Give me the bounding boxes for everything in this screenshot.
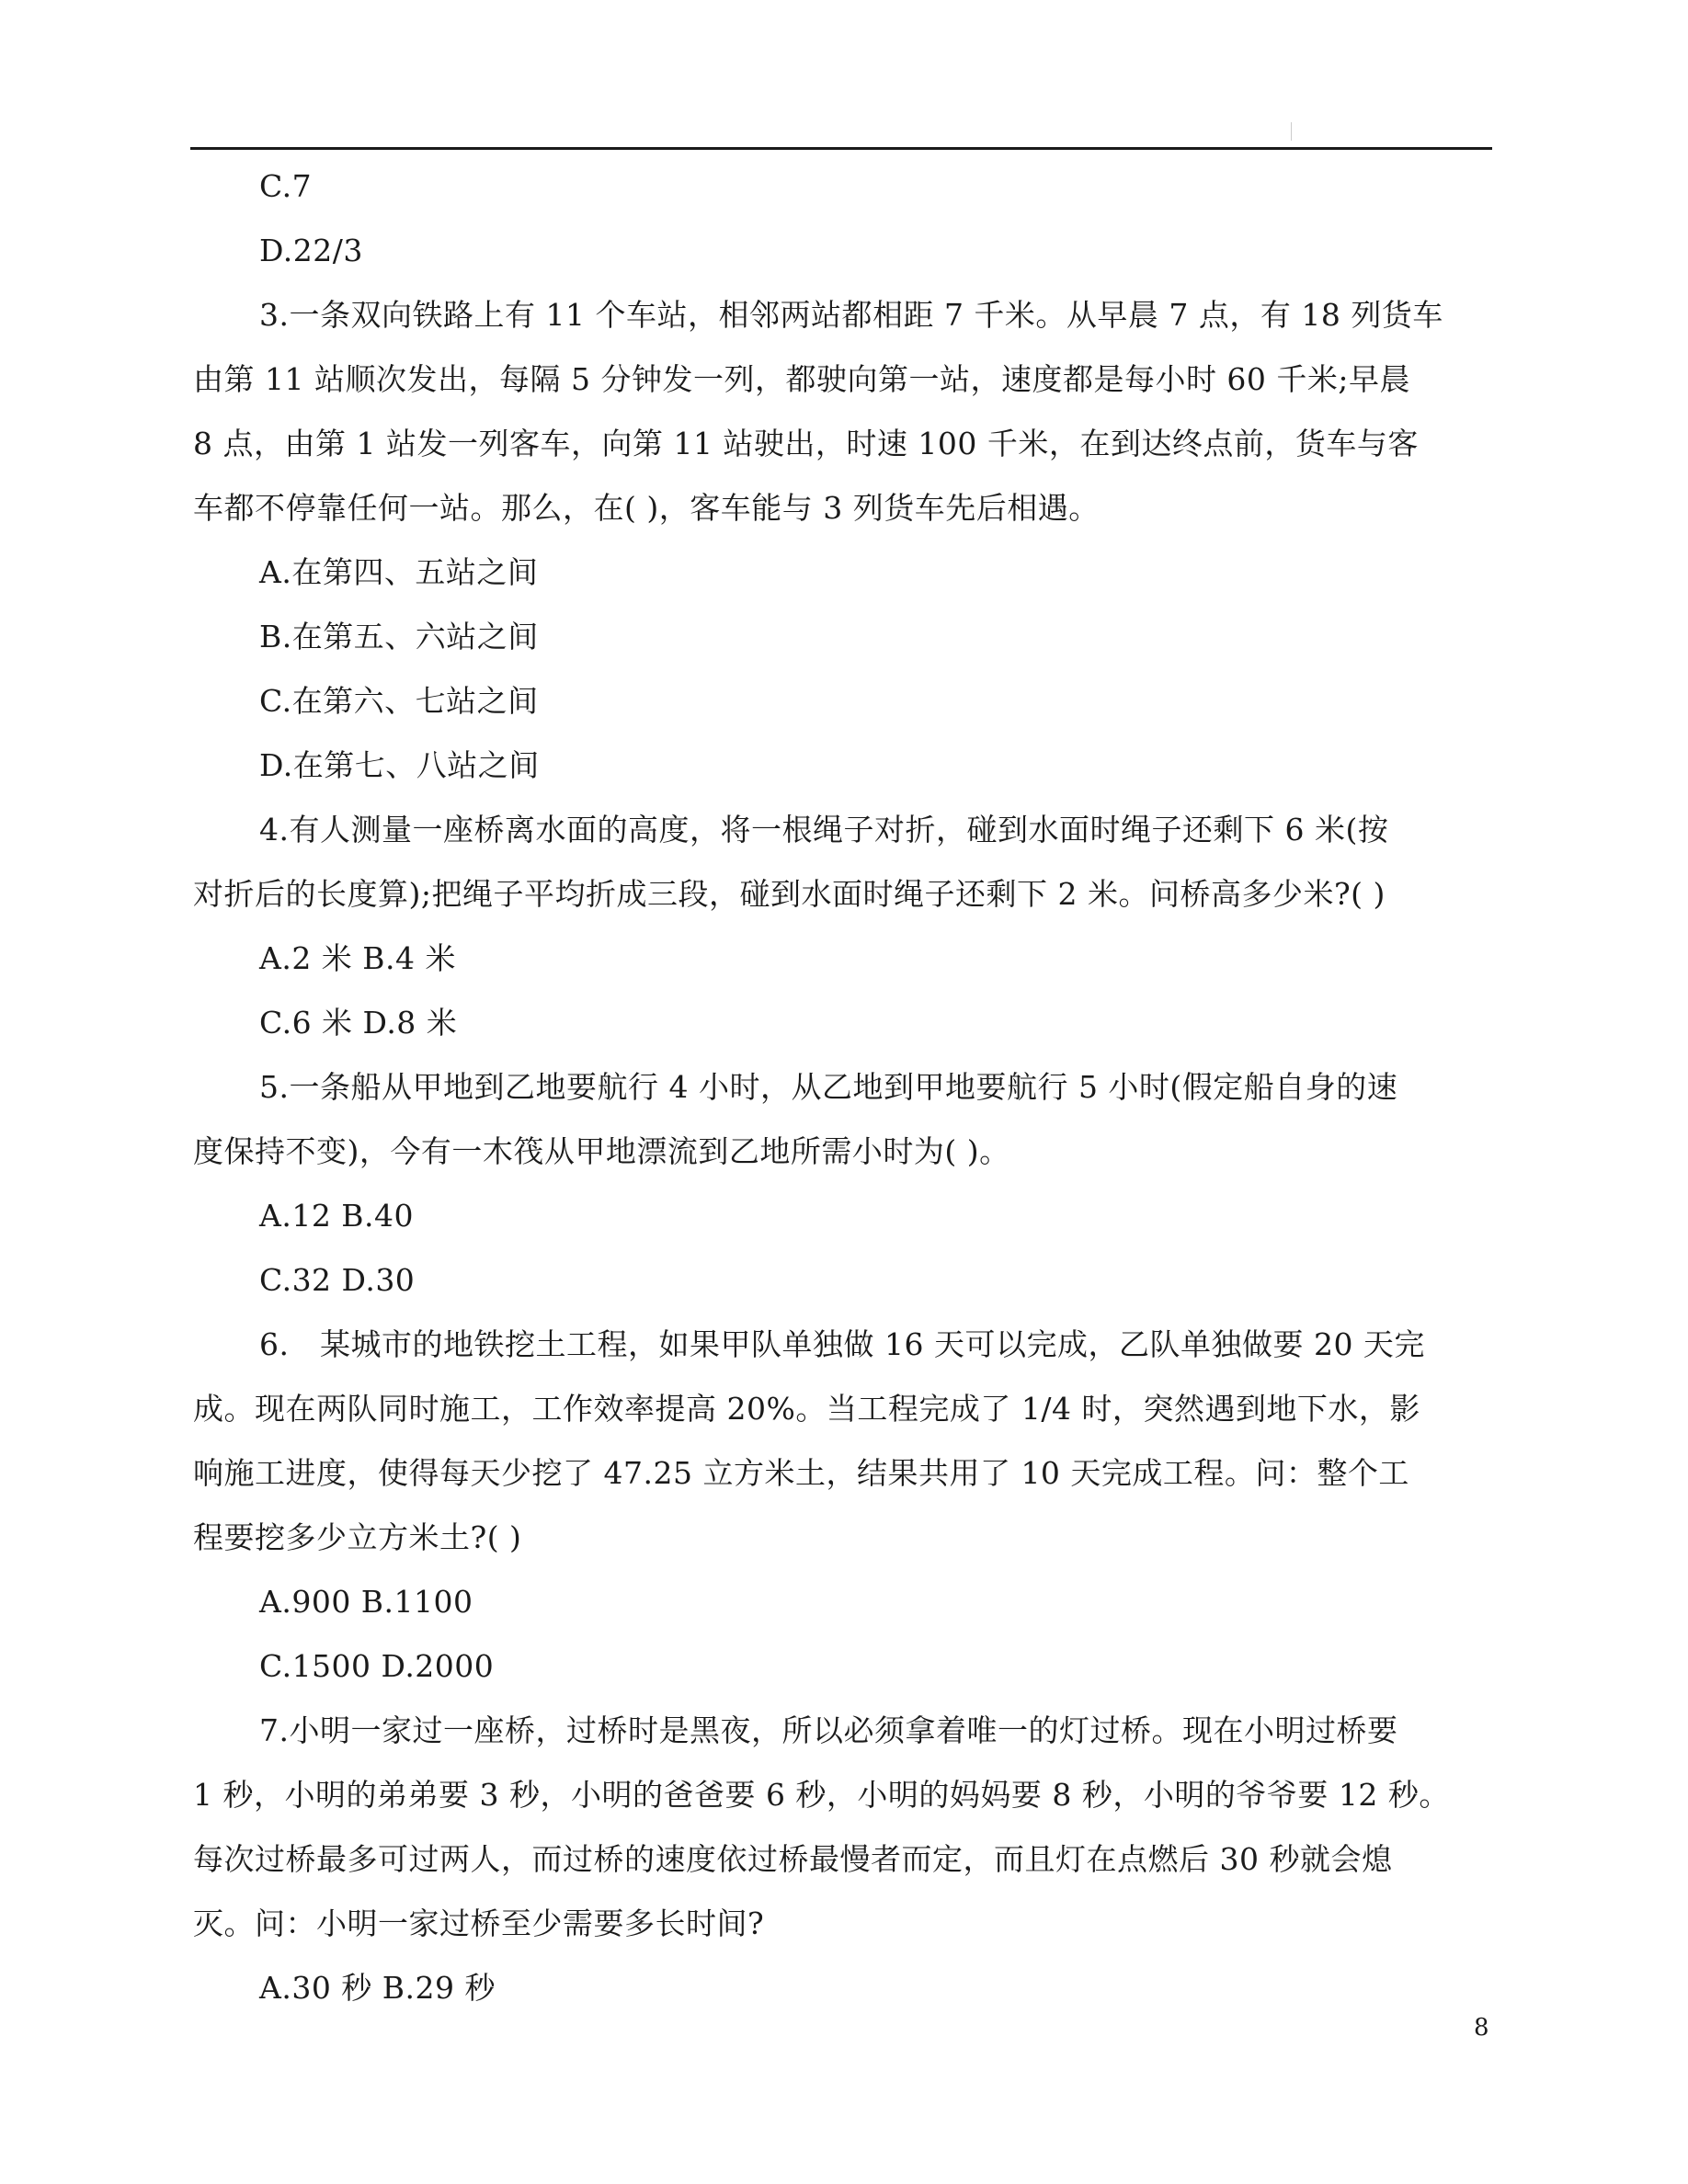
- question-4-options-cd: C.6 米 D.8 米: [259, 1005, 458, 1041]
- question-4-line-2: 对折后的长度算);把绳子平均折成三段，碰到水面时绳子还剩下 2 米。问桥高多少米?( ): [193, 876, 1386, 912]
- question-6-line-3: 响施工进度，使得每天少挖了 47.25 立方米土，结果共用了 10 天完成工程。问：整个工: [193, 1455, 1409, 1491]
- question-6-line-2: 成。现在两队同时施工，工作效率提高 20%。当工程完成了 1/4 时，突然遇到地下水，影: [193, 1391, 1420, 1427]
- question-3-option-a: A.在第四、五站之间: [259, 554, 539, 590]
- question-5-options-cd: C.32 D.30: [259, 1262, 416, 1298]
- question-3-line-4: 车都不停靠任何一站。那么，在( )，客车能与 3 列货车先后相遇。: [193, 490, 1100, 526]
- page-number: 8: [1474, 2014, 1489, 2042]
- question-3-line-3: 8 点，由第 1 站发一列客车，向第 11 站驶出，时速 100 千米，在到达终点前，货车与客: [193, 426, 1419, 461]
- question-4-options-ab: A.2 米 B.4 米: [259, 940, 457, 976]
- question-4-line-1: 4.有人测量一座桥离水面的高度，将一根绳子对折，碰到水面时绳子还剩下 6 米(按: [259, 812, 1389, 847]
- question-3-option-c: C.在第六、七站之间: [259, 683, 539, 719]
- question-6-options-ab: A.900 B.1100: [259, 1584, 473, 1620]
- question-3-line-1: 3.一条双向铁路上有 11 个车站，相邻两站都相距 7 千米。从早晨 7 点，有 18 列货车: [259, 297, 1443, 333]
- question-7-line-2: 1 秒，小明的弟弟要 3 秒，小明的爸爸要 6 秒，小明的妈妈要 8 秒，小明的爷爷要 12 秒。: [193, 1777, 1450, 1813]
- question-5-line-1: 5.一条船从甲地到乙地要航行 4 小时，从乙地到甲地要航行 5 小时(假定船自身的速: [259, 1069, 1398, 1105]
- option-d-answer: D.22/3: [259, 233, 363, 268]
- question-5-options-ab: A.12 B.40: [259, 1198, 415, 1234]
- question-5-line-2: 度保持不变)，今有一木筏从甲地漂流到乙地所需小时为( )。: [193, 1133, 1010, 1169]
- question-7-line-3: 每次过桥最多可过两人，而过桥的速度依过桥最慢者而定，而且灯在点燃后 30 秒就会熄: [193, 1841, 1393, 1877]
- question-3-option-d: D.在第七、八站之间: [259, 747, 540, 783]
- header-rule: [190, 147, 1492, 150]
- question-3-line-2: 由第 11 站顺次发出，每隔 5 分钟发一列，都驶向第一站，速度都是每小时 60 千米;早晨: [193, 361, 1411, 397]
- question-3-option-b: B.在第五、六站之间: [259, 619, 539, 654]
- header-tick-mark: [1291, 122, 1292, 141]
- question-6-line-1: 6. 某城市的地铁挖土工程，如果甲队单独做 16 天可以完成，乙队单独做要 20 天完: [259, 1326, 1425, 1362]
- question-7-options-ab: A.30 秒 B.29 秒: [259, 1970, 496, 2006]
- option-c-answer: C.7: [259, 168, 313, 204]
- question-6-line-4: 程要挖多少立方米土?( ): [193, 1519, 522, 1555]
- document-body: [193, 154, 1491, 2020]
- question-7-line-1: 7.小明一家过一座桥，过桥时是黑夜，所以必须拿着唯一的灯过桥。现在小明过桥要: [259, 1712, 1398, 1748]
- question-7-line-4: 灭。问：小明一家过桥至少需要多长时间?: [193, 1905, 765, 1941]
- question-6-options-cd: C.1500 D.2000: [259, 1648, 495, 1684]
